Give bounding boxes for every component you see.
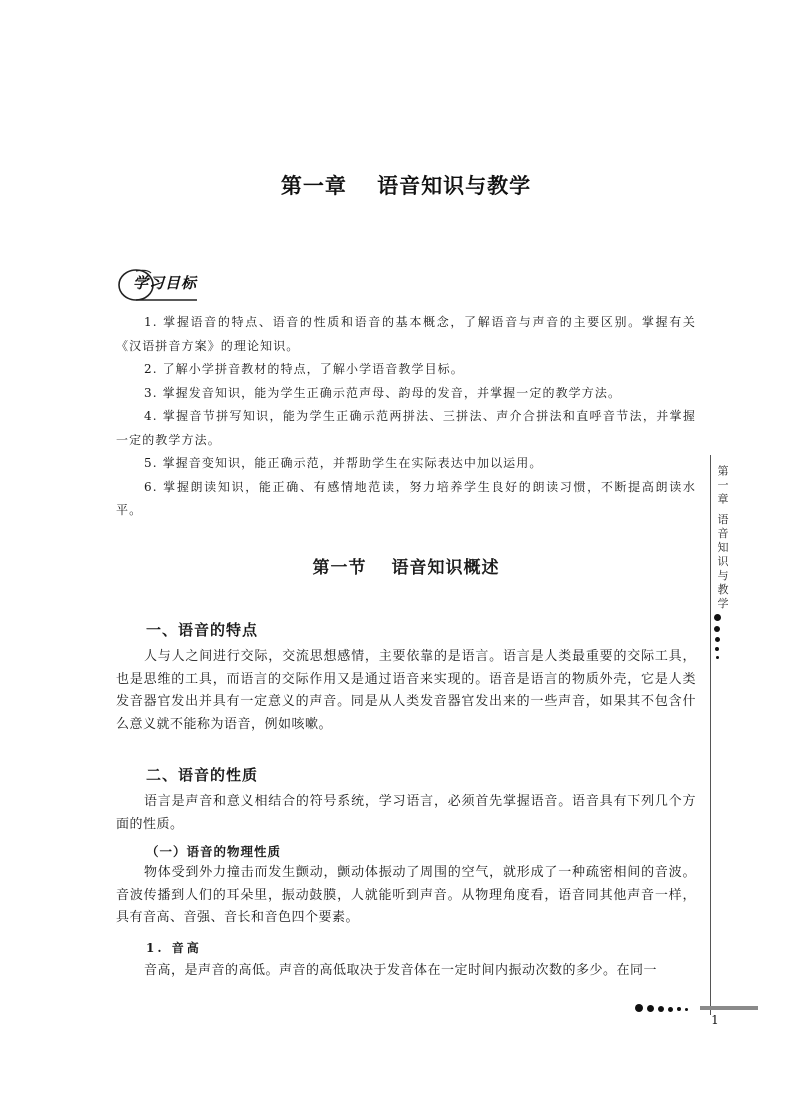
pitch-paragraph [116, 960, 696, 983]
heading-features: 一、语音的特点 [146, 621, 259, 639]
point-heading-pitch: 1. 音高 [146, 941, 202, 955]
objective-item: 3. 掌握发音知识，能为学生正确示范声母、韵母的发音，并掌握一定的教学方法。 [144, 385, 622, 400]
chapter-title: 第一章 语音知识与教学 [280, 174, 532, 198]
objective-item: 5. 掌握音变知识，能正确示范，并帮助学生在实际表达中加以运用。 [144, 456, 543, 470]
paragraph: 语言是声音和意义相结合的符号系统，学习语言，必须首先掌握语音。语音具有下列几个方面的性质。 [116, 794, 696, 832]
margin-rule [710, 455, 711, 1015]
badge-label: 学习目标 [133, 274, 198, 292]
features-paragraph [116, 646, 696, 736]
paragraph: 音高，是声音的高低。声音的高低取决于发音体在一定时间内振动次数的多少。在同一 [144, 963, 658, 978]
sub-heading-physical: （一）语音的物理性质 [146, 844, 282, 859]
objective-item: 6. 掌握朗读知识，能正确、有感情地范读，努力培养学生良好的朗读习惯，不断提高朗读水平。 [116, 479, 696, 517]
footer-rule [700, 1006, 758, 1010]
objective-item: 2. 了解小学拼音教材的特点，了解小学语音教学目标。 [144, 362, 464, 376]
paragraph: 物体受到外力撞击而发生颤动，颤动体振动了周围的空气，就形成了一种疏密相间的音波。音波传播到人们的耳朵里，振动鼓膜，人就能听到声音。从物理角度看，语音同其他声音一样，具有音高、音强、音长和音色四个要素。 [116, 865, 696, 925]
learning-objectives-badge [117, 267, 197, 301]
objective-item: 1. 掌握语音的特点、语音的性质和语音的基本概念，了解语音与声音的主要区别。掌握有关《汉语拼音方案》的理论知识。 [116, 315, 696, 353]
section-title: 第一节 语音知识概述 [312, 558, 500, 578]
paragraph: 人与人之间进行交际，交流思想感情，主要依靠的是语言。语言是人类最重要的交际工具，也是思维的工具，而语言的交际作用又是通过语音来实现的。语音是语言的物质外壳，它是人类发音器官发出并具有一定意义的声音。同是从人类发音器官发出来的一些声音，如果其不包含什么意义就不能称为语音，例如咳嗽。 [116, 649, 696, 732]
objectives-list [116, 311, 696, 523]
page-number: 1 [711, 1013, 719, 1027]
nature-paragraph [116, 791, 696, 836]
objective-item: 4. 掌握音节拼写知识，能为学生正确示范两拼法、三拼法、声介合拼法和直呼音节法，并掌握一定的教学方法。 [116, 409, 696, 447]
physical-paragraph [116, 862, 696, 930]
heading-nature: 二、语音的性质 [146, 766, 259, 784]
running-chapter-label: 第一章 语音知识与教学 [716, 465, 729, 612]
